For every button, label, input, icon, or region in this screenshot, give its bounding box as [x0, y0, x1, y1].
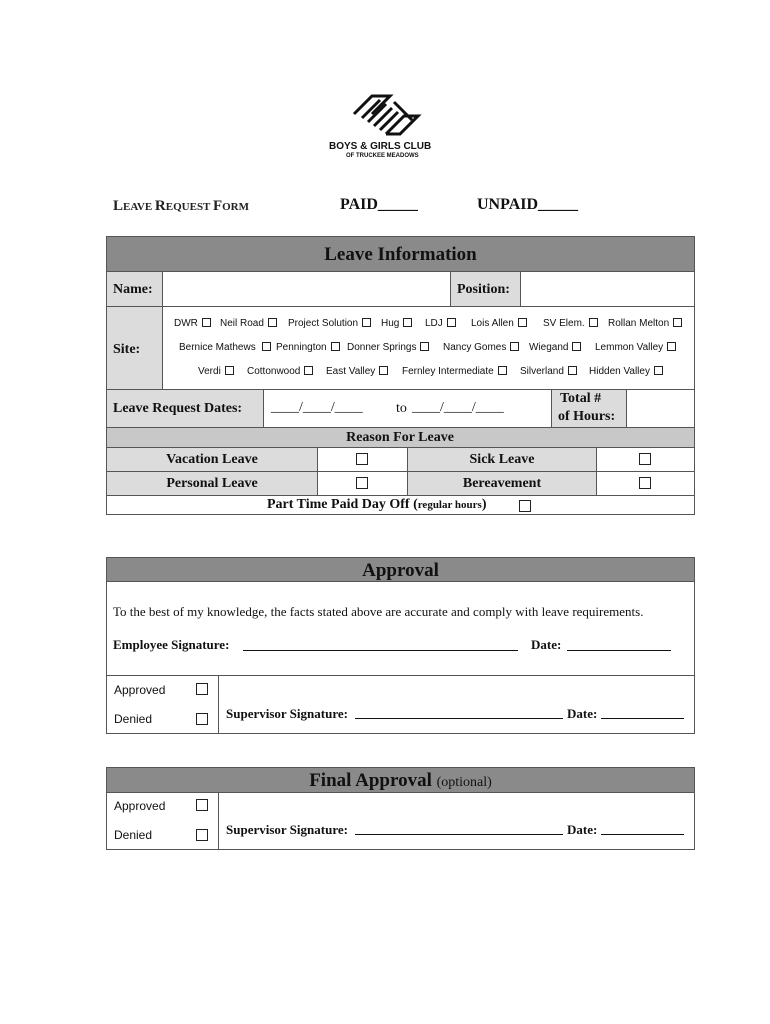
checkbox[interactable]: [362, 318, 371, 327]
unpaid-field[interactable]: UNPAID_____: [477, 196, 579, 213]
supervisor-date-label: Date:: [567, 706, 598, 721]
personal-leave-label: Personal Leave: [166, 476, 258, 491]
end-date-field[interactable]: ____/____/____: [412, 400, 504, 415]
sick-leave-label: Sick Leave: [469, 452, 535, 467]
site-sv-elem[interactable]: SV Elem.: [543, 318, 598, 329]
site-silverland[interactable]: Silverland: [520, 366, 577, 377]
bereavement-checkbox[interactable]: [639, 477, 651, 489]
final-supervisor-signature-label: Supervisor Signature:: [226, 822, 348, 837]
supervisor-signature-box: [218, 675, 695, 734]
checkbox[interactable]: [331, 342, 340, 351]
site-dwr[interactable]: DWR: [174, 318, 211, 329]
checkbox[interactable]: [510, 342, 519, 351]
personal-leave-checkbox[interactable]: [356, 477, 368, 489]
reason-for-leave-heading: Reason For Leave: [346, 430, 454, 445]
paid-field[interactable]: PAID_____: [340, 196, 418, 213]
checkbox[interactable]: [667, 342, 676, 351]
name-label: Name:: [113, 282, 153, 297]
employee-signature-line[interactable]: [243, 650, 518, 651]
final-approval-optional: (optional): [436, 775, 492, 790]
total-hours-input[interactable]: [626, 389, 695, 428]
final-approval-title: Final Approval: [309, 770, 432, 791]
part-time-paid-day-off-label: Part Time Paid Day Off (regular hours): [267, 497, 487, 512]
site-donner-springs[interactable]: Donner Springs: [347, 342, 429, 353]
approved-label: Approved: [114, 683, 166, 697]
site-nancy-gomes[interactable]: Nancy Gomes: [443, 342, 519, 353]
site-fernley-intermediate[interactable]: Fernley Intermediate: [402, 366, 507, 377]
logo-title: BOYS & GIRLS CLUB: [329, 141, 432, 152]
checkbox[interactable]: [304, 366, 313, 375]
checkbox[interactable]: [262, 342, 271, 351]
dates-to-label: to: [396, 401, 407, 416]
checkbox[interactable]: [673, 318, 682, 327]
sick-leave-checkbox[interactable]: [639, 453, 651, 465]
leave-request-dates-label: Leave Request Dates:: [113, 401, 243, 416]
checkbox[interactable]: [403, 318, 412, 327]
logo-subtitle: OF TRUCKEE MEADOWS: [346, 153, 419, 159]
form-title: LEAVE REQUEST FORM: [113, 198, 250, 214]
checkbox[interactable]: [572, 342, 581, 351]
checkbox[interactable]: [268, 318, 277, 327]
site-lemmon-valley[interactable]: Lemmon Valley: [595, 342, 676, 353]
vacation-leave-checkbox[interactable]: [356, 453, 368, 465]
site-wiegand[interactable]: Wiegand: [529, 342, 581, 353]
boys-girls-club-hands-logo-icon: [350, 92, 422, 140]
supervisor-signature-line[interactable]: [355, 718, 563, 719]
employee-date-label: Date:: [531, 637, 562, 652]
position-label: Position:: [457, 282, 510, 297]
site-verdi[interactable]: Verdi: [198, 366, 234, 377]
site-project-solution[interactable]: Project Solution: [288, 318, 371, 329]
final-supervisor-date-line[interactable]: [601, 834, 684, 835]
checkbox[interactable]: [420, 342, 429, 351]
site-bernice-mathews[interactable]: Bernice Mathews: [179, 342, 271, 353]
bereavement-label: Bereavement: [462, 476, 542, 491]
denied-label: Denied: [114, 712, 153, 726]
checkbox[interactable]: [568, 366, 577, 375]
start-date-field[interactable]: ____/____/____: [271, 400, 363, 415]
total-hours-label-2: of Hours:: [558, 409, 616, 424]
site-neil-road[interactable]: Neil Road: [220, 318, 277, 329]
final-denied-label: Denied: [114, 828, 153, 842]
site-east-valley[interactable]: East Valley: [326, 366, 388, 377]
leave-information-header: Leave Information: [106, 236, 695, 272]
checkbox[interactable]: [379, 366, 388, 375]
checkbox[interactable]: [202, 318, 211, 327]
approved-checkbox[interactable]: [196, 683, 208, 695]
site-hidden-valley[interactable]: Hidden Valley: [589, 366, 663, 377]
vacation-leave-label: Vacation Leave: [166, 452, 258, 467]
approval-statement-box: [106, 581, 695, 676]
site-pennington[interactable]: Pennington: [276, 342, 340, 353]
checkbox[interactable]: [447, 318, 456, 327]
checkbox[interactable]: [498, 366, 507, 375]
part-time-paid-day-off-checkbox[interactable]: [519, 500, 531, 512]
checkbox[interactable]: [225, 366, 234, 375]
site-label: Site:: [113, 342, 141, 357]
supervisor-signature-label: Supervisor Signature:: [226, 706, 348, 721]
checkbox[interactable]: [518, 318, 527, 327]
total-hours-label-1: Total #: [560, 391, 602, 406]
final-supervisor-signature-line[interactable]: [355, 834, 563, 835]
supervisor-date-line[interactable]: [601, 718, 684, 719]
site-lois-allen[interactable]: Lois Allen: [471, 318, 527, 329]
final-approved-checkbox[interactable]: [196, 799, 208, 811]
site-hug[interactable]: Hug: [381, 318, 412, 329]
site-cottonwood[interactable]: Cottonwood: [247, 366, 313, 377]
site-rollan-melton[interactable]: Rollan Melton: [608, 318, 682, 329]
final-supervisor-date-label: Date:: [567, 822, 598, 837]
final-approved-label: Approved: [114, 799, 166, 813]
approval-statement: To the best of my knowledge, the facts stated above are accurate and comply with leave requirements.: [113, 604, 644, 619]
position-input[interactable]: [520, 271, 695, 307]
denied-checkbox[interactable]: [196, 713, 208, 725]
final-denied-checkbox[interactable]: [196, 829, 208, 841]
final-supervisor-signature-box: [218, 792, 695, 850]
employee-date-line[interactable]: [567, 650, 671, 651]
checkbox[interactable]: [654, 366, 663, 375]
approval-header: Approval: [106, 557, 695, 582]
employee-signature-label: Employee Signature:: [113, 637, 230, 652]
checkbox[interactable]: [589, 318, 598, 327]
name-input[interactable]: [162, 271, 451, 307]
final-approval-header: [106, 767, 695, 793]
site-ldj[interactable]: LDJ: [425, 318, 456, 329]
